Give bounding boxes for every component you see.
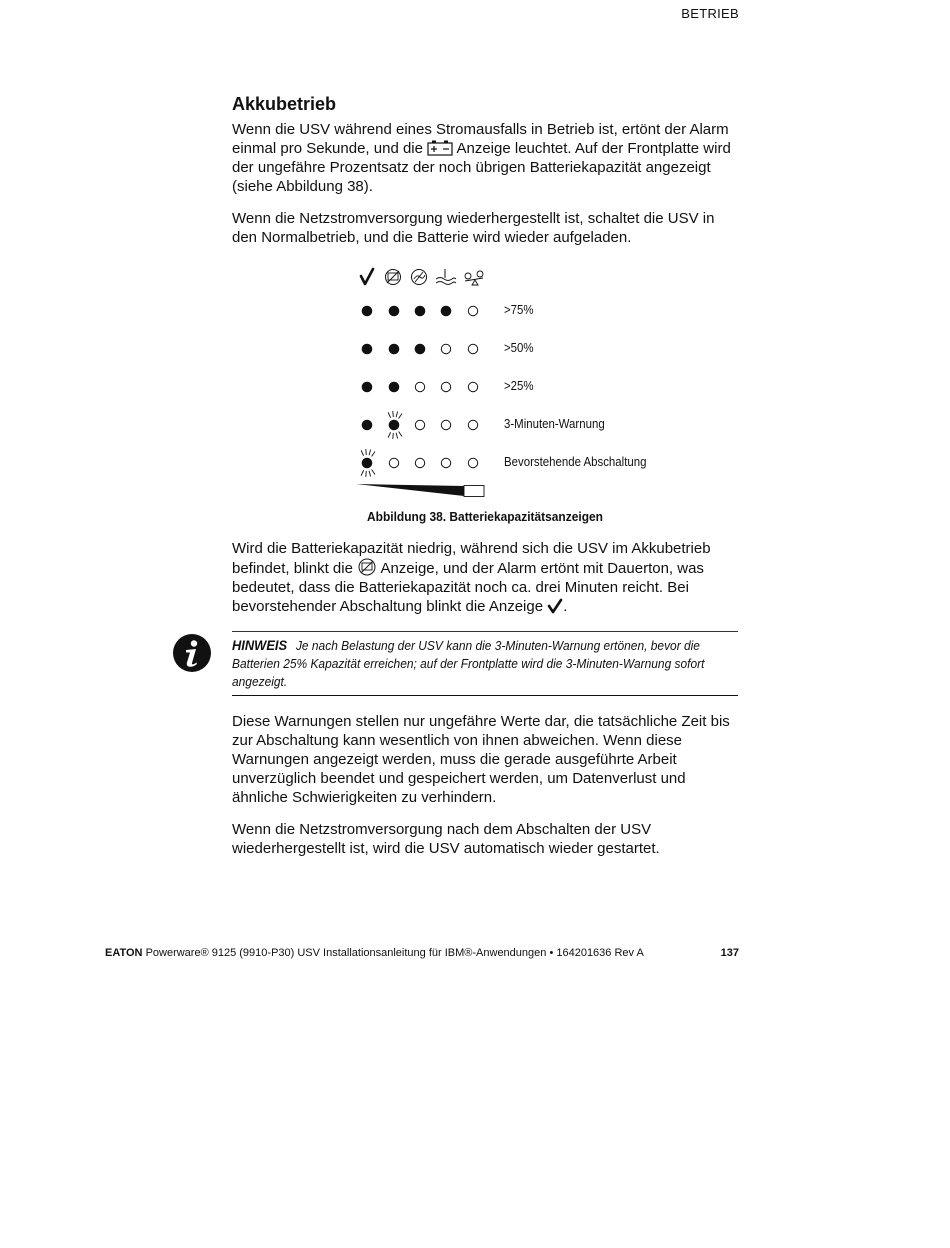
led-on (362, 420, 373, 431)
note-label: HINWEIS (232, 637, 288, 653)
led-off (441, 382, 450, 391)
led-off (468, 458, 477, 467)
led-on (415, 306, 426, 317)
led-off (441, 458, 450, 467)
led-on (441, 306, 452, 317)
led-flash (362, 458, 373, 469)
footer-brand: EATON (105, 947, 143, 959)
figure-caption: Abbildung 38. Batteriekapazitätsanzeigen (367, 509, 603, 524)
bypass-icon (412, 270, 427, 285)
led-off (415, 420, 424, 429)
paragraph-restore: Wenn die Netzstromversorgung wiederhergestellt ist, schaltet die USV in den Normalbetrieb, und die Batterie wird wieder aufgeladen. (232, 210, 715, 246)
section-body-3 (232, 712, 738, 871)
led-off (441, 344, 450, 353)
battery-icon (427, 140, 453, 156)
paragraph-low-battery: Wird die Batteriekapazität niedrig, während sich die USV im Akkubetrieb befindet, blinkt die Anzeige, und der Alarm ertönt mit Dauerton, was bedeutet, dass die Batteriekapazität noch ca. drei Minuten reicht. Bei bevorstehender Abschaltung blinkt die Anzeige . (232, 540, 711, 615)
led-on (389, 344, 400, 355)
section-body (232, 94, 738, 260)
capacity-level-label: >50% (504, 340, 534, 355)
capacity-wedge-end (464, 486, 484, 497)
battery-capacity-figure (354, 266, 664, 498)
note-text: Je nach Belastung der USV kann die 3-Minuten-Warnung ertönen, bevor die Batterien 25% Kapazität erreichen; auf der Frontplatte wird die 3-Minuten-Warnung sofort angezeigt. (232, 638, 705, 689)
led-on (415, 344, 426, 355)
checkmark-icon (547, 598, 563, 614)
checkmark-icon (361, 269, 373, 284)
page-footer (105, 947, 739, 959)
led-on (389, 306, 400, 317)
section-title: Akkubetrieb (232, 94, 337, 114)
led-off (468, 420, 477, 429)
led-on (389, 382, 400, 393)
paragraph-auto-restart: Wenn die Netzstromversorgung nach dem Abschalten der USV wiederhergestellt ist, wird die USV automatisch wieder gestartet. (232, 821, 660, 857)
led-flash (389, 420, 400, 431)
led-off (441, 420, 450, 429)
capacity-level-label: Bevorstehende Abschaltung (504, 454, 647, 469)
led-off (415, 382, 424, 391)
led-off (389, 458, 398, 467)
led-off (415, 458, 424, 467)
note-box (232, 631, 738, 696)
capacity-level-label: 3-Minuten-Warnung (504, 416, 605, 431)
led-on (362, 344, 373, 355)
footer-text: Powerware® 9125 (9910-P30) USV Installationsanleitung für IBM®-Anwendungen • 164201636 Rev A (145, 947, 644, 959)
paragraph-battery-mode: Wenn die USV während eines Stromausfalls in Betrieb ist, ertönt der Alarm einmal pro Sekunde, und die Anzeige leuchtet. Auf der Frontplatte wird der ungefähre Prozentsatz der noch übrigen Batteriekapazität angezeigt (siehe Abbildung 38). (232, 121, 731, 195)
led-off (468, 306, 477, 315)
capacity-wedge (356, 484, 464, 496)
led-on (362, 382, 373, 393)
battery-alarm-icon (357, 558, 377, 576)
paragraph-warnings: Diese Warnungen stellen nur ungefähre Werte dar, die tatsächliche Zeit bis zur Abschaltung kann wesentlich von ihnen abweichen. Wenn diese Warnungen angezeigt werden, muss die gerade ausgeführte Arbeit unverzüglich beendet und gespeichert werden, um Datenverlust und ähnliche Schwierigkeiten zu verhindern. (232, 713, 730, 806)
section-body-2 (232, 539, 738, 629)
led-on (362, 306, 373, 317)
battery-alarm-icon (386, 270, 401, 285)
led-off (468, 344, 477, 353)
overload-icon (465, 271, 483, 285)
info-icon (172, 633, 212, 673)
capacity-level-label: >75% (504, 302, 534, 317)
capacity-level-label: >25% (504, 378, 534, 393)
running-header: BETRIEB (681, 6, 739, 21)
load-icon (436, 269, 456, 285)
led-off (468, 382, 477, 391)
page-number: 137 (720, 947, 739, 959)
